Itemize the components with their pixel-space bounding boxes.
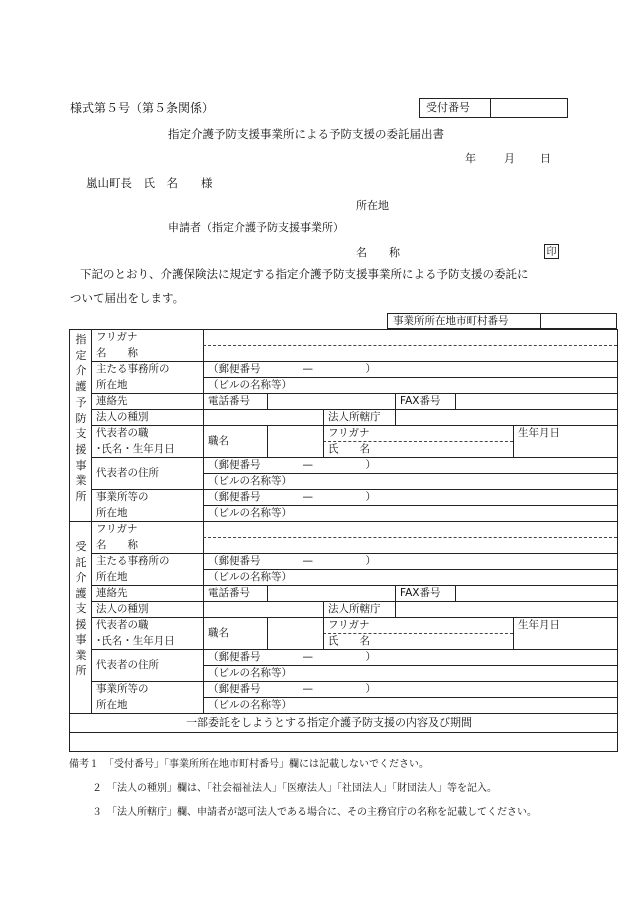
s2-phone-label: 電話番号	[208, 587, 250, 599]
s1-rep-building: （ビルの名称等）	[208, 475, 292, 487]
s2-main-office-label: 主たる事務所の	[96, 555, 170, 567]
s1-rep-postal: （郵便番号 — ）	[208, 459, 376, 471]
note-3: ３ 「法人所轄庁」欄、申請者が認可法人である場合に、その主務官庁の名称を記載してください。	[92, 807, 537, 818]
contract-details-field[interactable]	[70, 734, 617, 751]
body-text-line2: ついて届出をします。	[70, 291, 185, 305]
s2-rep-label2: ･氏名・生年月日	[96, 635, 175, 647]
s2-corp-authority-label: 法人所轄庁	[328, 603, 381, 615]
date-year: 年	[465, 152, 476, 165]
s2-name-label: 名 称	[96, 539, 138, 551]
contractor-office-section-label: 受 託 介 護 支 援 事 業 所	[75, 540, 87, 677]
s1-rep-name-label: 氏 名	[328, 443, 370, 455]
s1-rep-address-label: 代表者の住所	[96, 467, 159, 479]
s2-position-label: 職名	[208, 627, 229, 639]
s2-building-name: （ビルの名称等）	[208, 571, 292, 583]
note-1: 備考１ 「受付番号」「事業所所在地市町村番号」欄には記載しないでください。	[69, 759, 429, 770]
s1-name-label: 名 称	[96, 347, 138, 359]
s2-birth-label: 生年月日	[518, 619, 560, 631]
s1-rep-label2: ･氏名・生年月日	[96, 443, 175, 455]
s1-postal-code: （郵便番号 — ）	[208, 363, 376, 375]
form-number-label: 様式第５号（第５条関係）	[70, 101, 215, 115]
s1-position-label: 職名	[208, 435, 229, 447]
applicant-name-label: 名 称	[356, 246, 400, 259]
s1-rep-label: 代表者の職	[96, 427, 149, 439]
s2-office-addr-label2: 所在地	[96, 699, 128, 711]
s1-corp-authority-label: 法人所轄庁	[328, 411, 381, 423]
date-day: 日	[540, 152, 551, 165]
applicant-label: 申請者（指定介護予防支援事業所）	[168, 221, 344, 234]
s2-rep-label: 代表者の職	[96, 619, 149, 631]
applicant-address-label: 所在地	[356, 199, 389, 212]
s2-rep-furigana-label: フリガナ	[328, 619, 370, 631]
s2-office-postal: （郵便番号 — ）	[208, 683, 376, 695]
s2-rep-postal: （郵便番号 — ）	[208, 651, 376, 663]
s1-corp-type-label: 法人の種別	[96, 411, 149, 423]
s1-contact-label: 連絡先	[96, 395, 128, 407]
s2-rep-building: （ビルの名称等）	[208, 667, 292, 679]
receipt-number-label: 受付番号	[426, 101, 470, 114]
s1-rep-furigana-label: フリガナ	[328, 427, 370, 439]
s2-office-building: （ビルの名称等）	[208, 699, 292, 711]
s1-birth-label: 生年月日	[518, 427, 560, 439]
addressee: 嵐山町長 氏 名 様	[86, 176, 213, 190]
s2-rep-address-label: 代表者の住所	[96, 659, 159, 671]
document-title: 指定介護予防支援事業所による予防支援の委託届出書	[168, 127, 444, 141]
s1-furigana-label: フリガナ	[96, 331, 138, 343]
s1-phone-label: 電話番号	[208, 395, 250, 407]
date-month: 月	[504, 152, 515, 165]
s2-contact-label: 連絡先	[96, 587, 128, 599]
office-number-label: 事業所所在地市町村番号	[393, 315, 509, 327]
body-text-line1: 下記のとおり、介護保険法に規定する指定介護予防支援事業所による予防支援の委託に	[80, 267, 529, 281]
s1-fax-label: FAX番号	[400, 395, 441, 407]
s1-office-postal: （郵便番号 — ）	[208, 491, 376, 503]
designated-office-section-label: 指 定 介 護 予 防 支 援 事 業 所	[75, 333, 87, 504]
seal-mark: 印	[544, 244, 559, 259]
note-2: ２ 「法人の種別」欄は、「社会福祉法人」「医療法人」「社団法人」「財団法人」等を記入。	[92, 783, 497, 794]
s2-postal-code: （郵便番号 — ）	[208, 555, 376, 567]
s1-office-addr-label: 事業所等の	[96, 491, 149, 503]
s2-office-addr-label: 事業所等の	[96, 683, 149, 695]
s1-office-building: （ビルの名称等）	[208, 507, 292, 519]
contract-details-label: 一部委託をしようとする指定介護予防支援の内容及び期間	[186, 716, 472, 729]
s2-rep-name-label: 氏 名	[328, 635, 370, 647]
s1-office-addr-label2: 所在地	[96, 507, 128, 519]
s1-building-name: （ビルの名称等）	[208, 379, 292, 391]
s1-main-office-label2: 所在地	[96, 379, 128, 391]
s1-main-office-label: 主たる事務所の	[96, 363, 170, 375]
s2-main-office-label2: 所在地	[96, 571, 128, 583]
section-divider	[69, 521, 618, 522]
s2-fax-label: FAX番号	[400, 587, 441, 599]
s2-furigana-label: フリガナ	[96, 523, 138, 535]
s2-corp-type-label: 法人の種別	[96, 603, 149, 615]
